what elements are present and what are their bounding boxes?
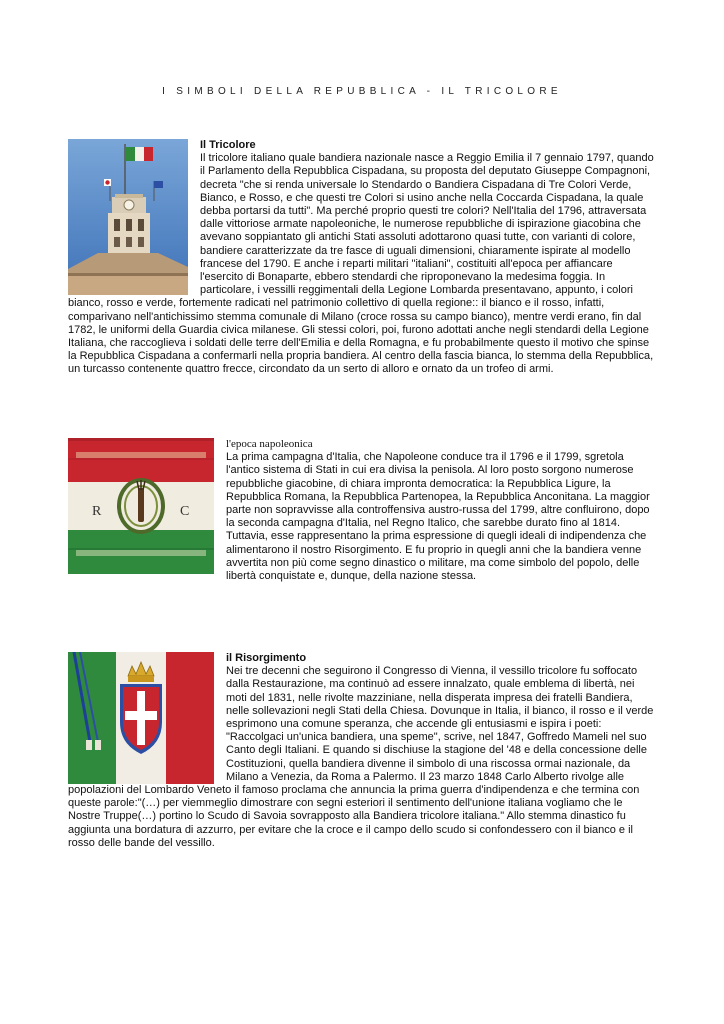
cispadane-republic-banner-photo: [68, 438, 214, 574]
section-body: La prima campagna d'Italia, che Napoleone conduce tra il 1796 e il 1799, sgretola l'antico sistema di Stati in cui era divisa la penisola. Al loro posto sorgono numerose repubbliche giacobine, di chiara impronta democratica: la Repubblica Ligure, la Repubblica Romana, la Repubblica Partenopea, la Repubblica Anconitana. La maggior parte non sopravvisse alla controffensiva austro-russa del 1799, altre confluirono, dopo la seconda campagna d'Italia, nel Regno Italico, che sarebbe durato fino al 1814. Tuttavia, esse rappresentano la prima espressione di quegli ideali di indipendenza che alimentarono il nostro Risorgimento. E fu proprio in quegli anni che la bandiera venne avvertita non più come segno dinastico o militare, ma come simbolo del popolo, delle libertà conquistate e, dunque, della nazione stessa.: [226, 451, 650, 583]
section-epoca-napoleonica: [68, 438, 656, 583]
savoy-tricolore-flag-photo: [68, 652, 214, 784]
section-risorgimento: [68, 652, 656, 850]
quirinale-tower-with-flag-photo: [68, 139, 188, 295]
flag-letter-r: R: [92, 504, 102, 519]
section-body: Il tricolore italiano quale bandiera nazionale nasce a Reggio Emilia il 7 gennaio 1797, quando il Parlamento della Repubblica Cispadana, su proposta del deputato Giuseppe Compagnoni, decreta "che si renda universale lo Stendardo o Bandiera Cispadana di Tre Colori Verde, Bianco, e Rosso, e che questi tre Colori si usino anche nella Coccarda Cispadana, la quale debba portarsi da tutti". Ma perché proprio questi tre colori? Nell'Italia del 1796, attraversata dalle vittoriose armate napoleoniche, le numerose repubbliche di ispirazione giacobina che avevano soppiantato gli antichi Stati assoluti adottarono quasi tutte, con varianti di colore, bandiere caratterizzate da tre fasce di uguali dimensioni, chiaramente ispirate al modello francese del 1790. E anche i reparti militari "italiani", costituiti all'epoca per affiancare l'esercito di Bonaparte, ebbero stendardi che riproponevano la medesima foggia. In particolare, i vessilli reggimentali della Legione Lombarda presentavano, appunto, i colori bianco, rosso e verde, fortemente radicati nel patrimonio collettivo di quella regione:: il bianco e il rosso, infatti, comparivano nell'antichissimo stemma comunale di Milano (croce rossa su campo bianco), mentre verdi erano, fin dal 1782, le uniformi della Guardia civica milanese. Gli stessi colori, poi, furono adottati anche negli stendardi della Legione Italiana, che raccoglieva i soldati delle terre dell'Emilia e della Romagna, e fu probabilmente questo il motivo che spinse la Repubblica Cispadana a confermarli nella propria bandiera. Al centro della fascia bianca, lo stemma della Repubblica, un turcasso contenente quattro frecce, circondato da un serto di alloro e ornato da un trofeo di armi.: [68, 152, 654, 376]
section-heading: Il Tricolore: [200, 139, 256, 151]
section-tricolore: [68, 139, 656, 377]
page-title: I SIMBOLI DELLA REPUBBLICA - IL TRICOLORE: [162, 86, 562, 97]
section-heading: il Risorgimento: [226, 652, 307, 664]
section-body: Nei tre decenni che seguirono il Congresso di Vienna, il vessillo tricolore fu soffocato dalla Restaurazione, ma continuò ad essere innalzato, quale emblema di libertà, nei moti del 1831, nelle rivolte mazziniane, nella disperata impresa dei fratelli Bandiera, nelle sollevazioni negli Stati della Chiesa. Dovunque in Italia, il bianco, il rosso e il verde esprimono una comune speranza, che accende gli entusiasmi e ispira i poeti: "Raccolgaci un'unica bandiera, una speme", scrive, nel 1847, Goffredo Mameli nel suo Canto degli Italiani. E quando si dischiuse la stagione del '48 e della concessione delle Costituzioni, quella bandiera divenne il simbolo di una riscossa ormai nazionale, da Milano a Venezia, da Roma a Palermo. Il 23 marzo 1848 Carlo Alberto rivolge alle popolazioni del Lombardo Veneto il famoso proclama che annuncia la prima guerra d'indipendenza e che termina con queste parole:"(…) per viemmeglio dimostrare con segni esteriori il sentimento dell'unione italiana vogliamo che le Nostre Truppe(…) portino lo Scudo di Savoia sovrapposto alla Bandiera tricolore italiana." Allo stemma dinastico fu aggiunta una bordatura di azzurro, per evitare che la croce e il campo dello scudo si confondessero con il bianco e il rosso delle bande del vessillo.: [68, 665, 654, 849]
flag-letter-c: C: [180, 504, 190, 519]
section-heading: l'epoca napoleonica: [226, 438, 313, 450]
